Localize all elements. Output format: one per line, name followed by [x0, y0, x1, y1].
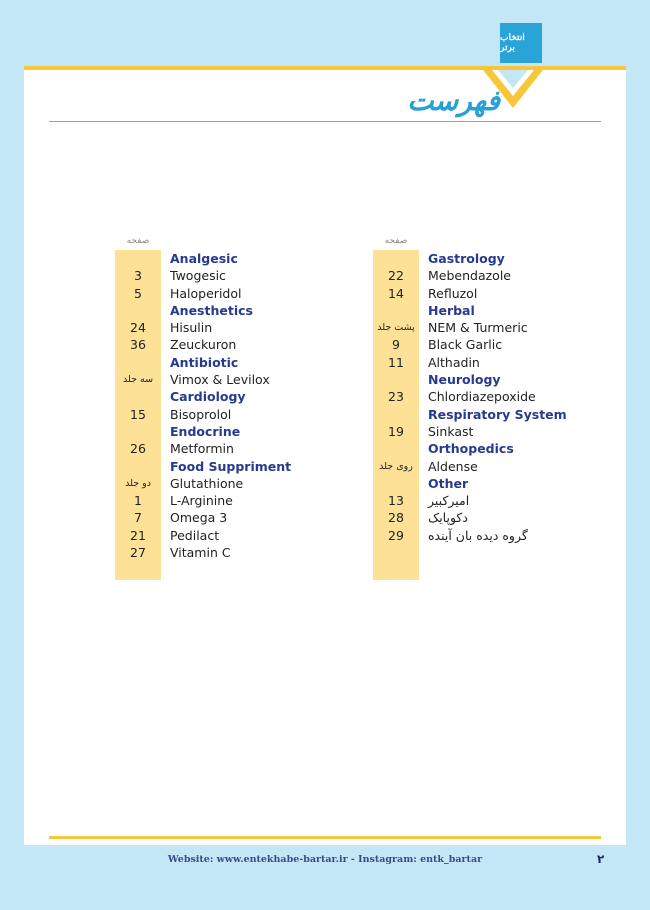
toc-entry-row [115, 267, 375, 284]
toc-entry-title: Glutathione [170, 475, 244, 491]
toc-entry-row [115, 406, 375, 423]
toc-entry-row [373, 492, 633, 509]
toc-page-number: سه جلد [122, 374, 154, 386]
page-column-label: صفحه [384, 236, 408, 246]
toc-category-row [115, 354, 375, 371]
toc-category-title: Cardiology [170, 389, 246, 405]
toc-category-row [373, 406, 633, 423]
toc-entry-title: L-Arginine [170, 493, 233, 509]
page-column-label: صفحه [126, 236, 150, 246]
toc-category-title: Other [428, 475, 469, 491]
toc-entry-row [373, 354, 633, 371]
toc-entry-title: Pedilact [170, 527, 220, 543]
toc-entry-title: Haloperidol [170, 285, 242, 301]
toc-category-title: Neurology [428, 372, 501, 388]
toc-entry-title: Vimox & Levilox [170, 372, 270, 388]
toc-entry-title: گروه دیده بان آینده [428, 527, 528, 543]
toc-entry-title: دکوپایک [428, 510, 468, 526]
toc-entry-row [115, 371, 375, 388]
toc-entry-row [115, 285, 375, 302]
toc-entry-row [115, 319, 375, 336]
toc-entry-title: Mebendazole [428, 268, 511, 284]
toc-entry-row [115, 475, 375, 492]
toc-entry-row [115, 336, 375, 353]
toc-page-number: دو جلد [125, 477, 151, 489]
toc-category-title: Orthopedics [428, 441, 514, 457]
toc-category-row [373, 250, 633, 267]
toc-entry-title: Twogesic [170, 268, 226, 284]
toc-entry-title: امیرکبیر [428, 493, 470, 509]
toc-left-rows [115, 250, 375, 561]
toc-page-number: روی جلد [379, 460, 413, 472]
toc-entry-title: Metformin [170, 441, 234, 457]
toc-page-number: 3 [134, 268, 142, 284]
toc-right-rows [373, 250, 633, 544]
brand-logo-text: انتخاب برتر [500, 33, 525, 53]
toc-entry-row [373, 458, 633, 475]
page-number: ۲ [597, 852, 605, 866]
toc-page-number: 9 [392, 337, 400, 353]
toc-category-row [373, 475, 633, 492]
toc-entry-row [115, 509, 375, 526]
toc-category-title: Anesthetics [170, 302, 253, 318]
toc-category-row [115, 302, 375, 319]
toc-category-title: Antibiotic [170, 354, 239, 370]
toc-page-number: 21 [130, 527, 146, 543]
toc-page-number: 24 [130, 320, 146, 336]
toc-entry-title: Omega 3 [170, 510, 228, 526]
toc-entry-row [373, 319, 633, 336]
toc-page-number: 28 [388, 510, 404, 526]
toc-category-row [373, 302, 633, 319]
toc-entry-title: Sinkast [428, 423, 474, 439]
toc-entry-title: NEM & Turmeric [428, 320, 528, 336]
toc-category-row [115, 458, 375, 475]
toc-category-row [115, 423, 375, 440]
toc-category-title: Gastrology [428, 251, 505, 266]
toc-entry-title: Bisoprolol [170, 406, 232, 422]
toc-entry-title: Hisulin [170, 320, 213, 336]
toc-entry-row [373, 509, 633, 526]
toc-entry-row [115, 527, 375, 544]
toc-entry-row [115, 492, 375, 509]
toc-page-number: 5 [134, 285, 142, 301]
toc-page-number: 26 [130, 441, 146, 457]
toc-page-number: 27 [130, 545, 146, 561]
toc-category-row [115, 388, 375, 405]
footer-contact-text: Website: www.entekhabe-bartar.ir - Instagram: entk_bartar [167, 854, 483, 865]
toc-page-number: پشت جلد [377, 322, 415, 334]
toc-category-title: Respiratory System [428, 406, 567, 422]
toc-page-number: 15 [130, 406, 146, 422]
toc-entry-row [373, 527, 633, 544]
toc-entry-row [115, 544, 375, 561]
toc-entry-title: Vitamin C [170, 545, 231, 561]
toc-entry-title: Black Garlic [428, 337, 503, 353]
toc-category-title: Herbal [428, 302, 475, 318]
toc-page-number: 23 [388, 389, 404, 405]
toc-entry-title: Zeuckuron [170, 337, 237, 353]
footer-yellow-line [49, 836, 601, 839]
toc-category-row [115, 250, 375, 267]
toc-entry-title: Chlordiazepoxide [428, 389, 536, 405]
toc-category-title: Food Suppriment [170, 458, 292, 474]
toc-page-number: 14 [388, 285, 404, 301]
toc-entry-row [373, 285, 633, 302]
toc-entry-title: Refluzol [428, 285, 478, 301]
header-divider [49, 121, 601, 122]
toc-page-number: 13 [388, 493, 404, 509]
toc-entry-row [373, 423, 633, 440]
brand-logo [500, 23, 542, 63]
toc-category-row [373, 440, 633, 457]
toc-page-number: 22 [388, 268, 404, 284]
toc-page-number: 1 [134, 493, 142, 509]
toc-category-title: Analgesic [170, 251, 238, 266]
toc-page-number: 7 [134, 510, 142, 526]
toc-entry-title: Aldense [428, 458, 478, 474]
toc-entry-row [373, 388, 633, 405]
toc-category-title: Endocrine [170, 423, 241, 439]
page-title: فهرست [407, 84, 500, 117]
toc-page-number: 36 [130, 337, 146, 353]
toc-page-number: 29 [388, 527, 404, 543]
toc-entry-row [115, 440, 375, 457]
toc-entry-row [373, 336, 633, 353]
toc-category-row [373, 371, 633, 388]
toc-page-number: 19 [388, 423, 404, 439]
toc-entry-title: Althadin [428, 354, 480, 370]
toc-page-number: 11 [388, 354, 404, 370]
toc-entry-row [373, 267, 633, 284]
